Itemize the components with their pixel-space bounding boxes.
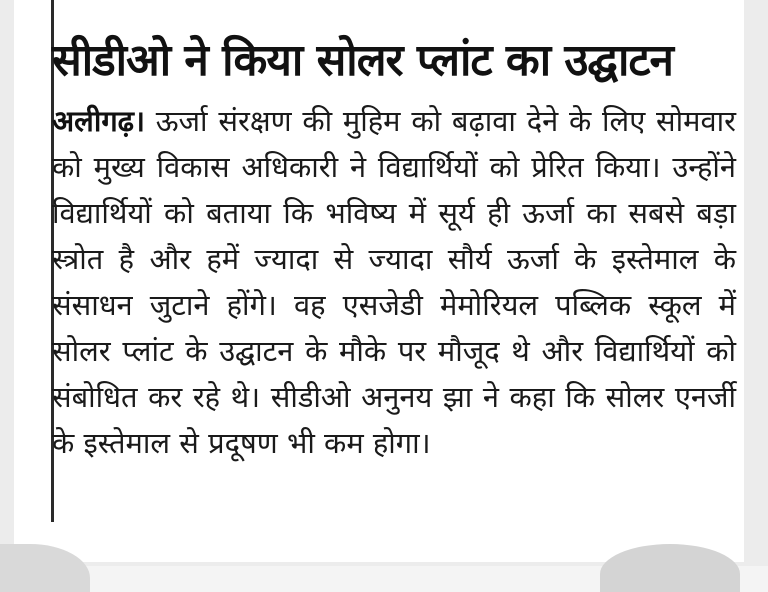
article-body xyxy=(52,98,736,466)
article-headline: सीडीओ ने किया सोलर प्लांट का उद्घाटन xyxy=(52,35,673,86)
article-body-text: ऊर्जा संरक्षण की मुहिम को बढ़ावा देने के लिए सोमवार को मुख्य विकास अधिकारी ने विद्यार्थियों को प्रेरित किया। उन्होंने विद्यार्थियों को बताया कि भविष्य में सूर्य ही ऊर्जा का सबसे बड़ा स्त्रोत है और हमें ज्यादा से ज्यादा सौर्य ऊर्जा के इस्तेमाल के संसाधन जुटाने होंगे। वह एसजेडी मेमोरियल पब्लिक स्कूल में सोलर प्लांट के उद्घाटन के मौके पर मौजूद थे और विद्यार्थियों को संबोधित कर रहे थे। सीडीओ अनुनय झा ने कहा कि सोलर एनर्जी के इस्तेमाल से प्रदूषण भी कम होगा। xyxy=(52,104,736,460)
article-dateline: अलीगढ़। xyxy=(52,104,145,138)
